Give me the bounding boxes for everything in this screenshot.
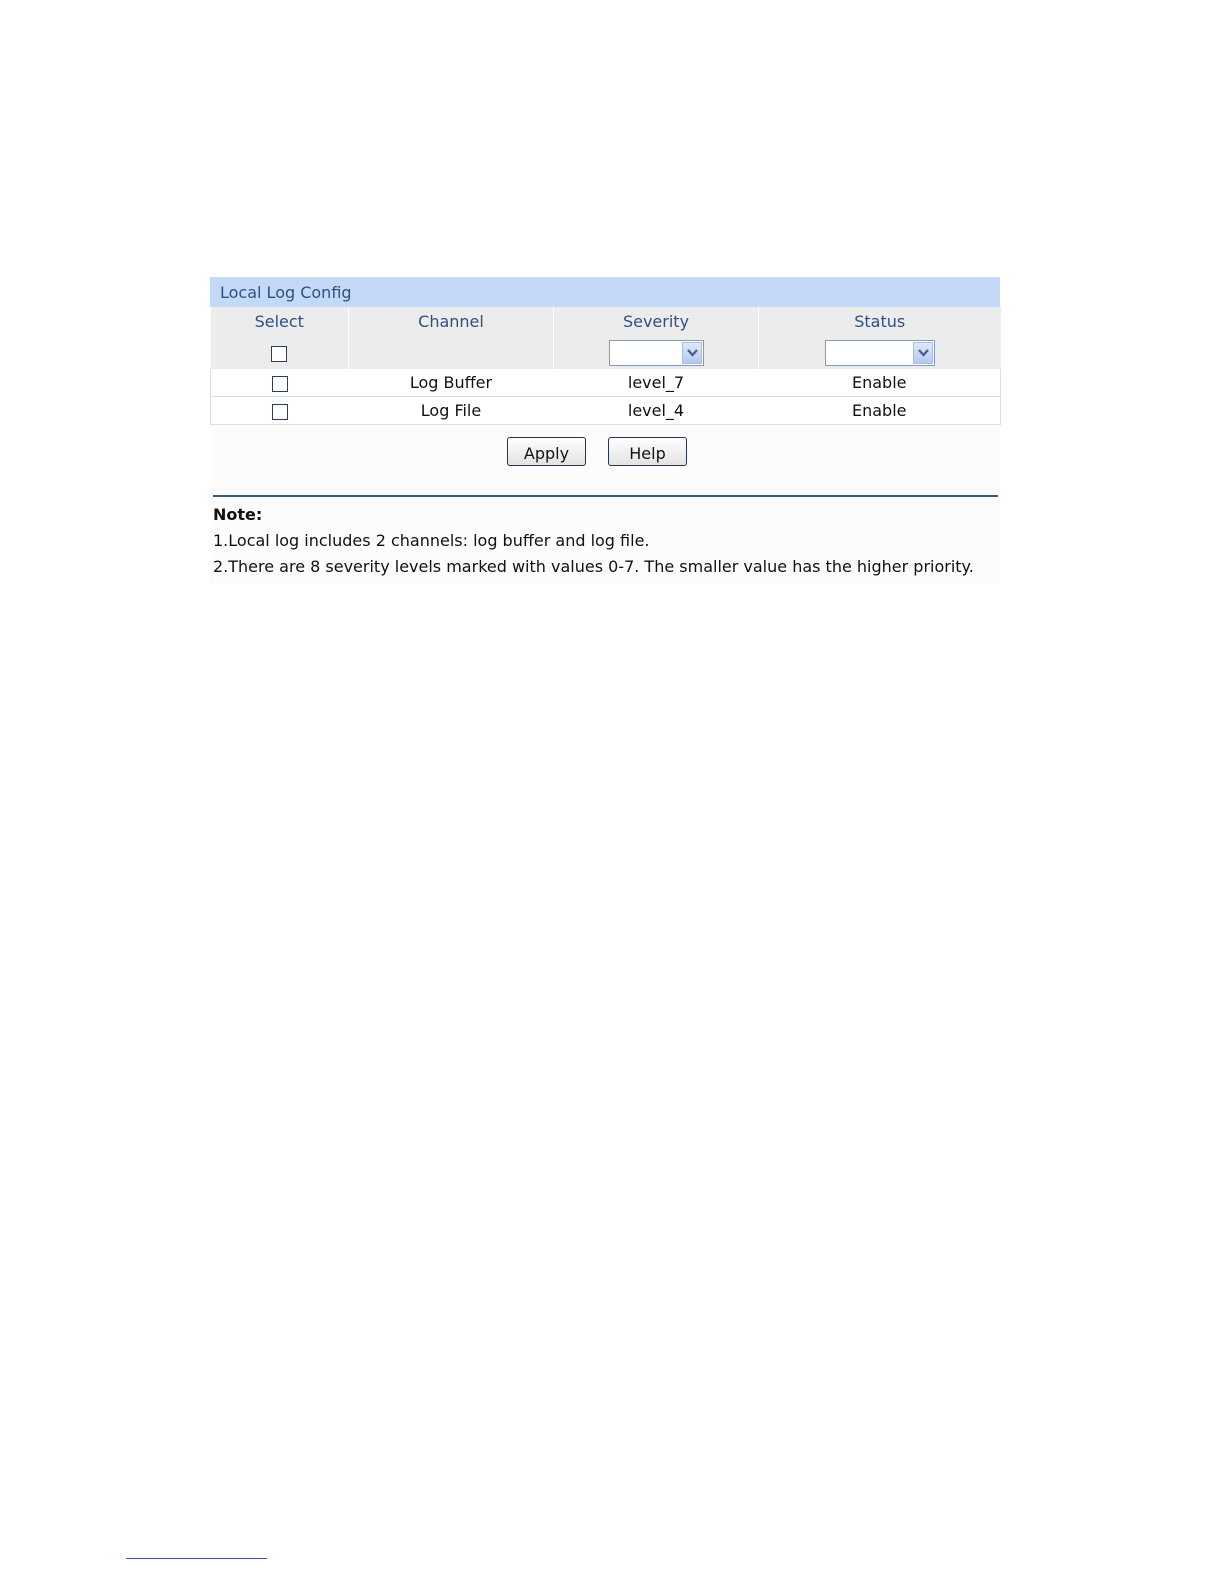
channel-cell: Log File: [349, 397, 554, 425]
apply-button[interactable]: Apply: [507, 437, 586, 466]
status-cell: Enable: [759, 369, 1001, 397]
select-all-checkbox[interactable]: [271, 346, 287, 362]
note-divider: [213, 495, 998, 497]
note-line: 2.There are 8 severity levels marked with values 0-7. The smaller value has the higher priority.: [213, 557, 974, 576]
column-header-select: Select: [211, 307, 349, 336]
filter-row: [211, 336, 1001, 369]
status-cell: Enable: [759, 397, 1001, 425]
table-row: [211, 369, 1001, 397]
table-header-row: [211, 307, 1001, 336]
column-header-status: Status: [759, 307, 1001, 336]
log-channel-table: [210, 307, 1001, 425]
section-title: Local Log Config: [210, 277, 1000, 307]
help-button[interactable]: Help: [608, 437, 687, 466]
status-filter-cell: [759, 336, 1001, 369]
channel-cell: Log Buffer: [349, 369, 554, 397]
severity-cell: level_7: [554, 369, 759, 397]
row-select-cell: [211, 397, 349, 425]
select-all-cell: [211, 336, 349, 369]
row-checkbox[interactable]: [272, 376, 288, 392]
status-select[interactable]: [825, 340, 935, 366]
table-row: [211, 397, 1001, 425]
footer-link-underline: [126, 1558, 267, 1559]
column-header-channel: Channel: [349, 307, 554, 336]
row-checkbox[interactable]: [272, 404, 288, 420]
severity-cell: level_4: [554, 397, 759, 425]
severity-filter-cell: [554, 336, 759, 369]
column-header-severity: Severity: [554, 307, 759, 336]
severity-select[interactable]: [609, 340, 704, 366]
chevron-down-icon[interactable]: [682, 342, 702, 364]
channel-filter-cell: [349, 336, 554, 369]
note-line: 1.Local log includes 2 channels: log buffer and log file.: [213, 531, 650, 550]
chevron-down-icon[interactable]: [913, 342, 933, 364]
local-log-config-panel: [210, 277, 1000, 583]
row-select-cell: [211, 369, 349, 397]
note-title: Note:: [213, 505, 263, 524]
